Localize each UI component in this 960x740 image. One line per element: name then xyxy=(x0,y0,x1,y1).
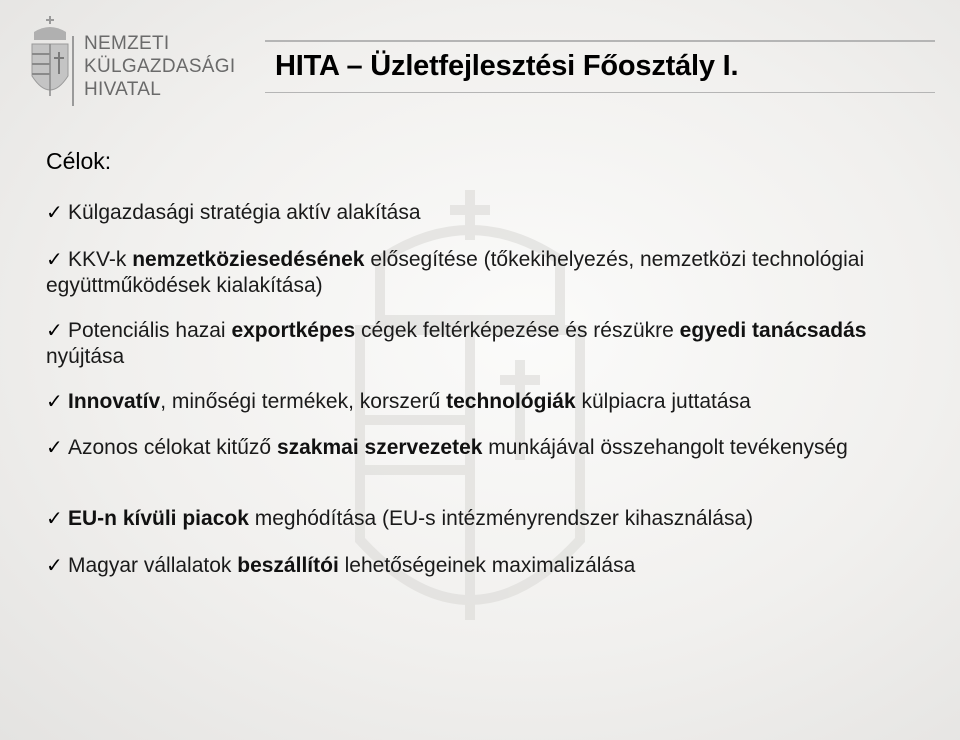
goal-text: Azonos célokat kitűző xyxy=(68,436,277,459)
checkmark-icon: ✓ xyxy=(46,508,63,530)
logo-line-1: NEMZETI xyxy=(84,33,170,54)
goal-item-1 xyxy=(46,200,421,226)
goal-emphasis: technológiák xyxy=(446,390,576,413)
checkmark-icon: ✓ xyxy=(46,202,63,224)
checkmark-icon: ✓ xyxy=(46,249,63,271)
checkmark-icon: ✓ xyxy=(46,555,63,577)
goal-text: KKV-k xyxy=(68,248,133,271)
title-rule-bottom xyxy=(265,92,935,93)
goal-text: nyújtása xyxy=(46,345,125,368)
goal-item-6 xyxy=(46,506,753,532)
goal-text: külpiacra juttatása xyxy=(575,390,751,413)
goal-item-2 xyxy=(46,247,946,299)
title-rule-top xyxy=(265,40,935,42)
logo xyxy=(28,14,243,110)
logo-divider xyxy=(72,36,74,106)
checkmark-icon: ✓ xyxy=(46,391,63,413)
goal-emphasis: EU-n kívüli piacok xyxy=(68,507,249,530)
goal-text: Potenciális hazai xyxy=(68,319,232,342)
goal-text: lehetőségeinek maximalizálása xyxy=(338,554,636,577)
goal-emphasis: exportképes xyxy=(231,319,356,342)
goal-text: meghódítása (EU-s intézményrendszer kihasználása) xyxy=(248,507,754,530)
goal-text: cégek feltérképezése és részükre xyxy=(355,319,680,342)
goal-emphasis: nemzetköziesedésének xyxy=(132,248,365,271)
logo-line-3: HIVATAL xyxy=(84,79,162,100)
crest-icon xyxy=(28,14,72,110)
goal-emphasis: Innovatív xyxy=(68,390,161,413)
goals-heading: Célok: xyxy=(46,148,112,174)
goal-emphasis: beszállítói xyxy=(237,554,339,577)
goal-text: Magyar vállalatok xyxy=(68,554,238,577)
logo-line-2: KÜLGAZDASÁGI xyxy=(84,56,236,77)
goal-item-5 xyxy=(46,435,848,461)
checkmark-icon: ✓ xyxy=(46,437,63,459)
checkmark-icon: ✓ xyxy=(46,320,63,342)
goal-text: Külgazdasági stratégia aktív alakítása xyxy=(68,201,421,224)
goal-item-3 xyxy=(46,318,946,370)
goal-emphasis: egyedi tanácsadás xyxy=(679,319,867,342)
goal-item-4 xyxy=(46,389,751,415)
goal-item-7 xyxy=(46,553,635,579)
goal-text: elősegítése (tőkekihelyezés, nemzetközi technológiai együttműködések kialakítása) xyxy=(46,248,865,297)
logo-text xyxy=(84,32,235,101)
goal-text: , minőségi termékek, korszerű xyxy=(160,390,447,413)
goal-emphasis: szakmai szervezetek xyxy=(276,436,483,459)
page-title: HITA – Üzletfejlesztési Főosztály I. xyxy=(275,50,739,82)
goal-text: munkájával összehangolt tevékenység xyxy=(482,436,848,459)
